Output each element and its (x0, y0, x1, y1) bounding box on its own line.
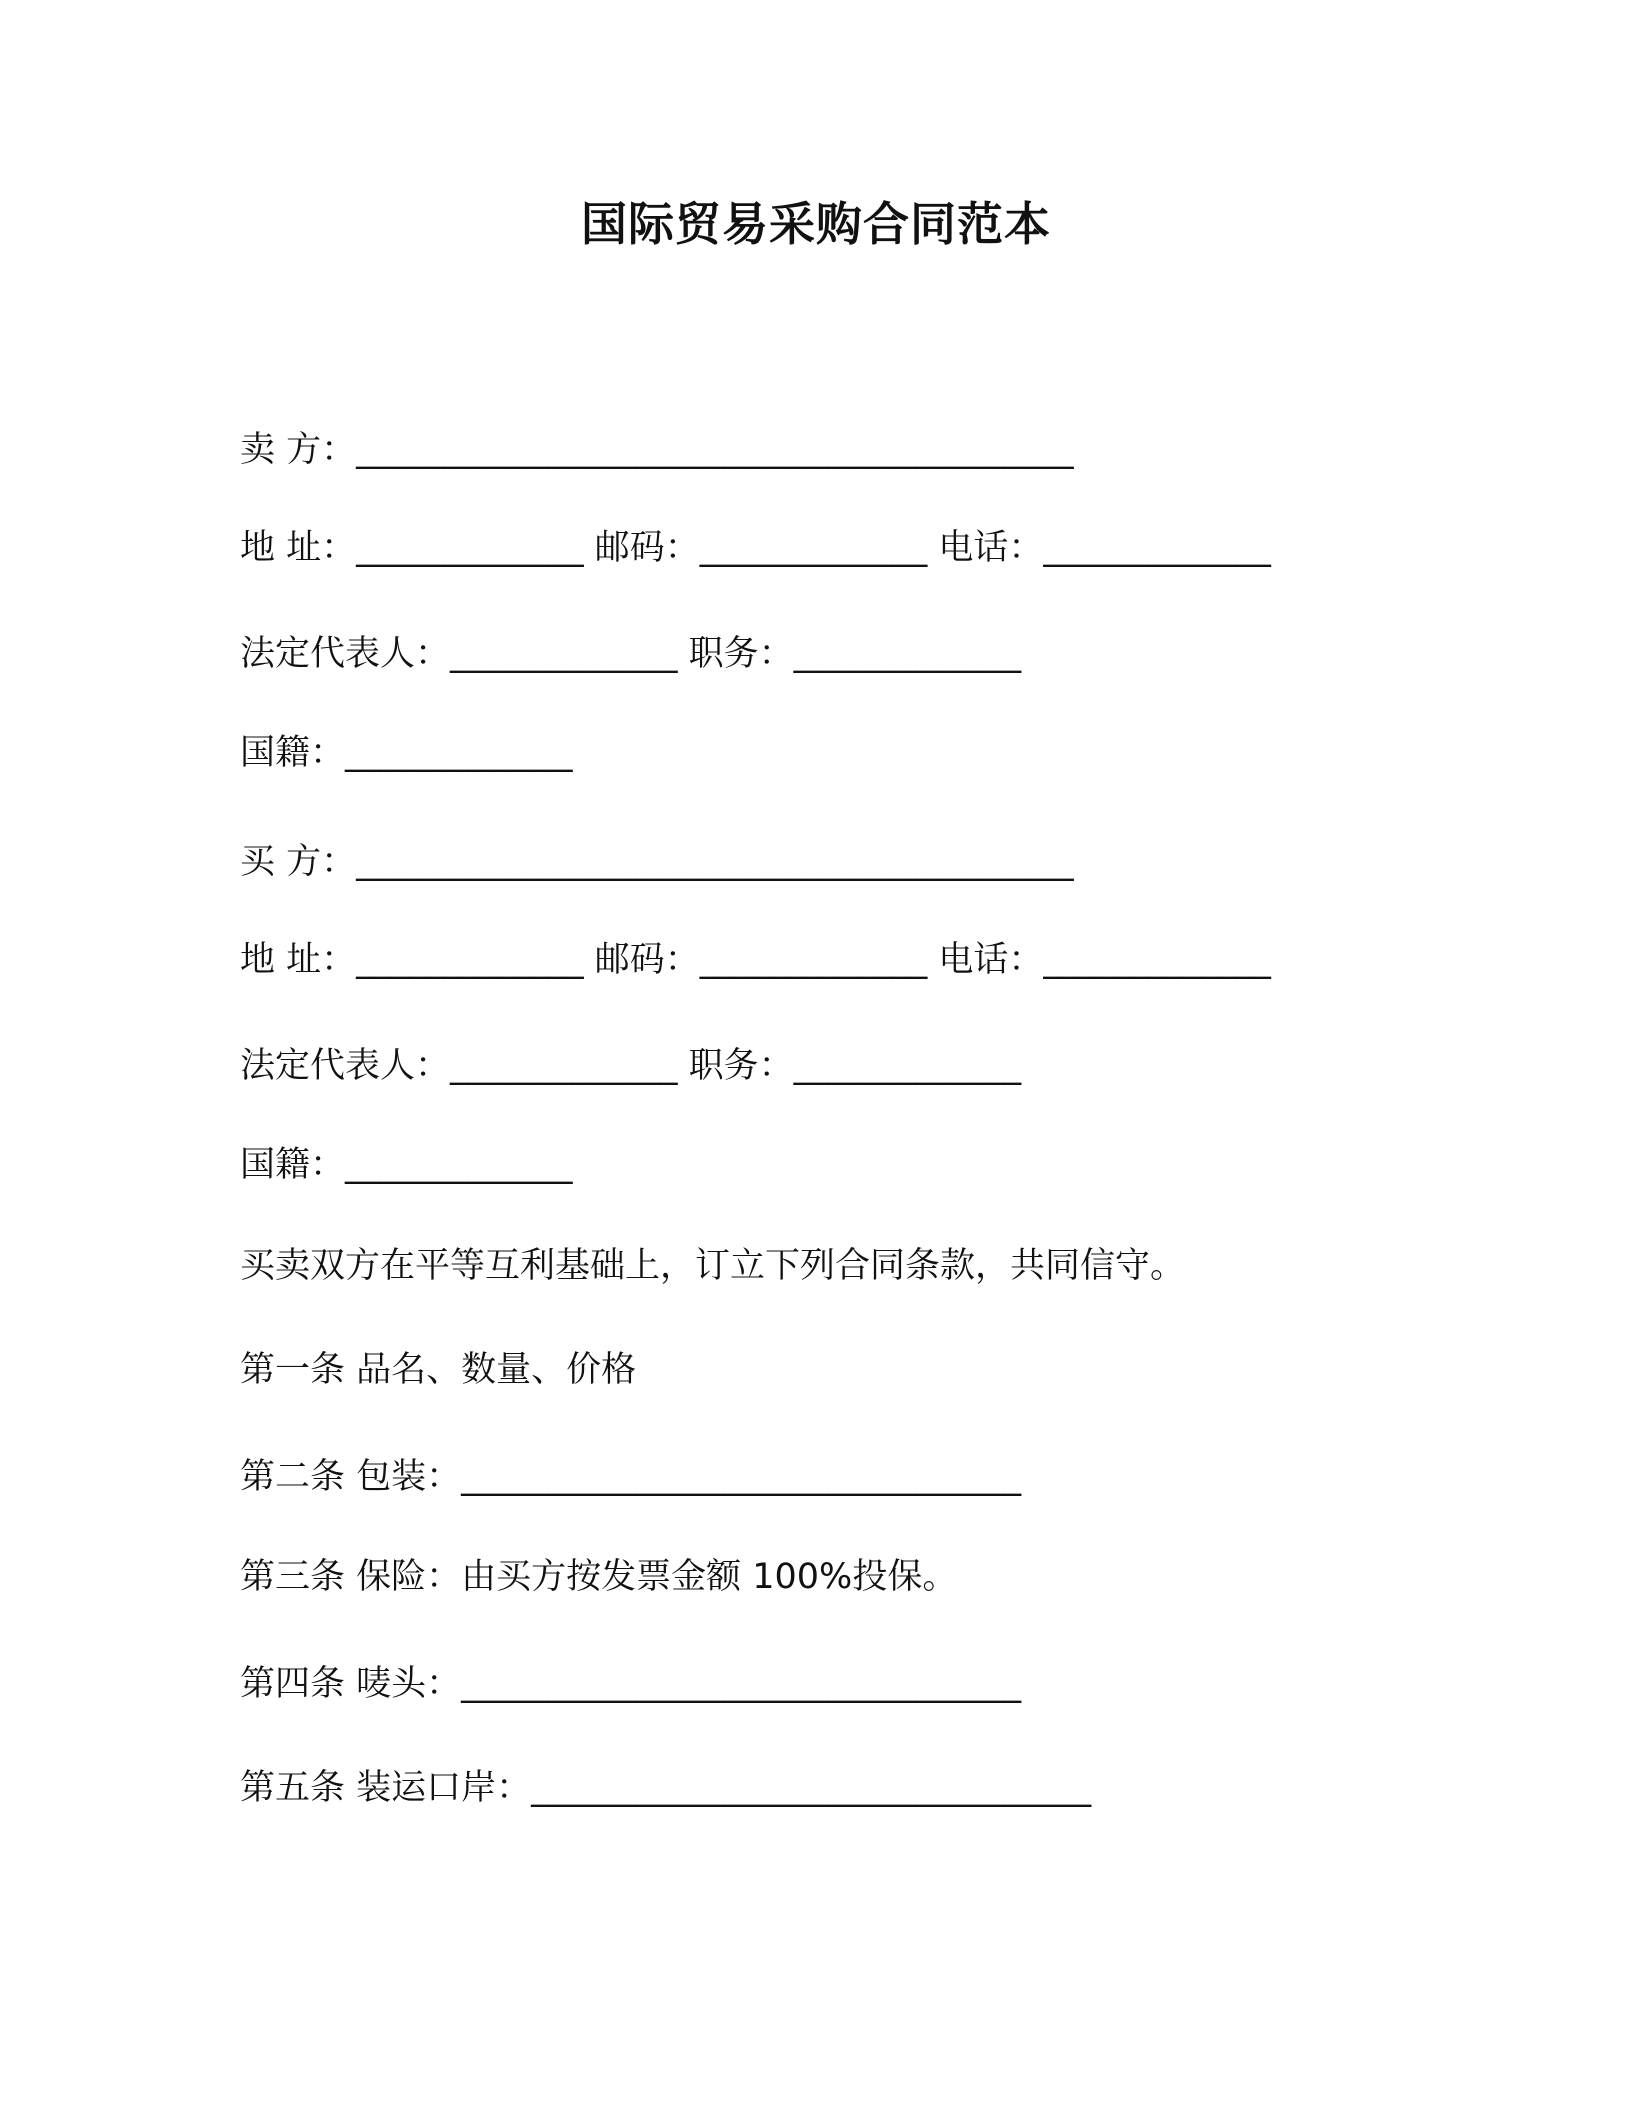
seller-representative-line: 法定代表人：_____________ 职务：_____________ (240, 634, 1022, 674)
seller-party-line: 卖 方：_________________________________________ (240, 430, 1074, 470)
article-3: 第三条 保险：由买方按发票金额 100%投保。 (240, 1557, 958, 1597)
document-title: 国际贸易采购合同范本 (581, 197, 1051, 251)
buyer-nationality-line: 国籍：_____________ (240, 1145, 573, 1185)
article-5: 第五条 装运口岸：________________________________ (240, 1768, 1092, 1808)
seller-nationality-line: 国籍：_____________ (240, 733, 573, 773)
buyer-representative-line: 法定代表人：_____________ 职务：_____________ (240, 1046, 1022, 1086)
preamble-text: 买卖双方在平等互利基础上，订立下列合同条款，共同信守。 (240, 1246, 1186, 1286)
article-4: 第四条 唛头：________________________________ (240, 1664, 1022, 1704)
article-2: 第二条 包装：________________________________ (240, 1457, 1022, 1497)
buyer-party-line: 买 方：_________________________________________ (240, 842, 1074, 882)
buyer-contact-line: 地 址：_____________ 邮码：_____________ 电话：_____________ (240, 940, 1271, 980)
seller-contact-line: 地 址：_____________ 邮码：_____________ 电话：_____________ (240, 528, 1271, 568)
article-1: 第一条 品名、数量、价格 (240, 1350, 637, 1390)
